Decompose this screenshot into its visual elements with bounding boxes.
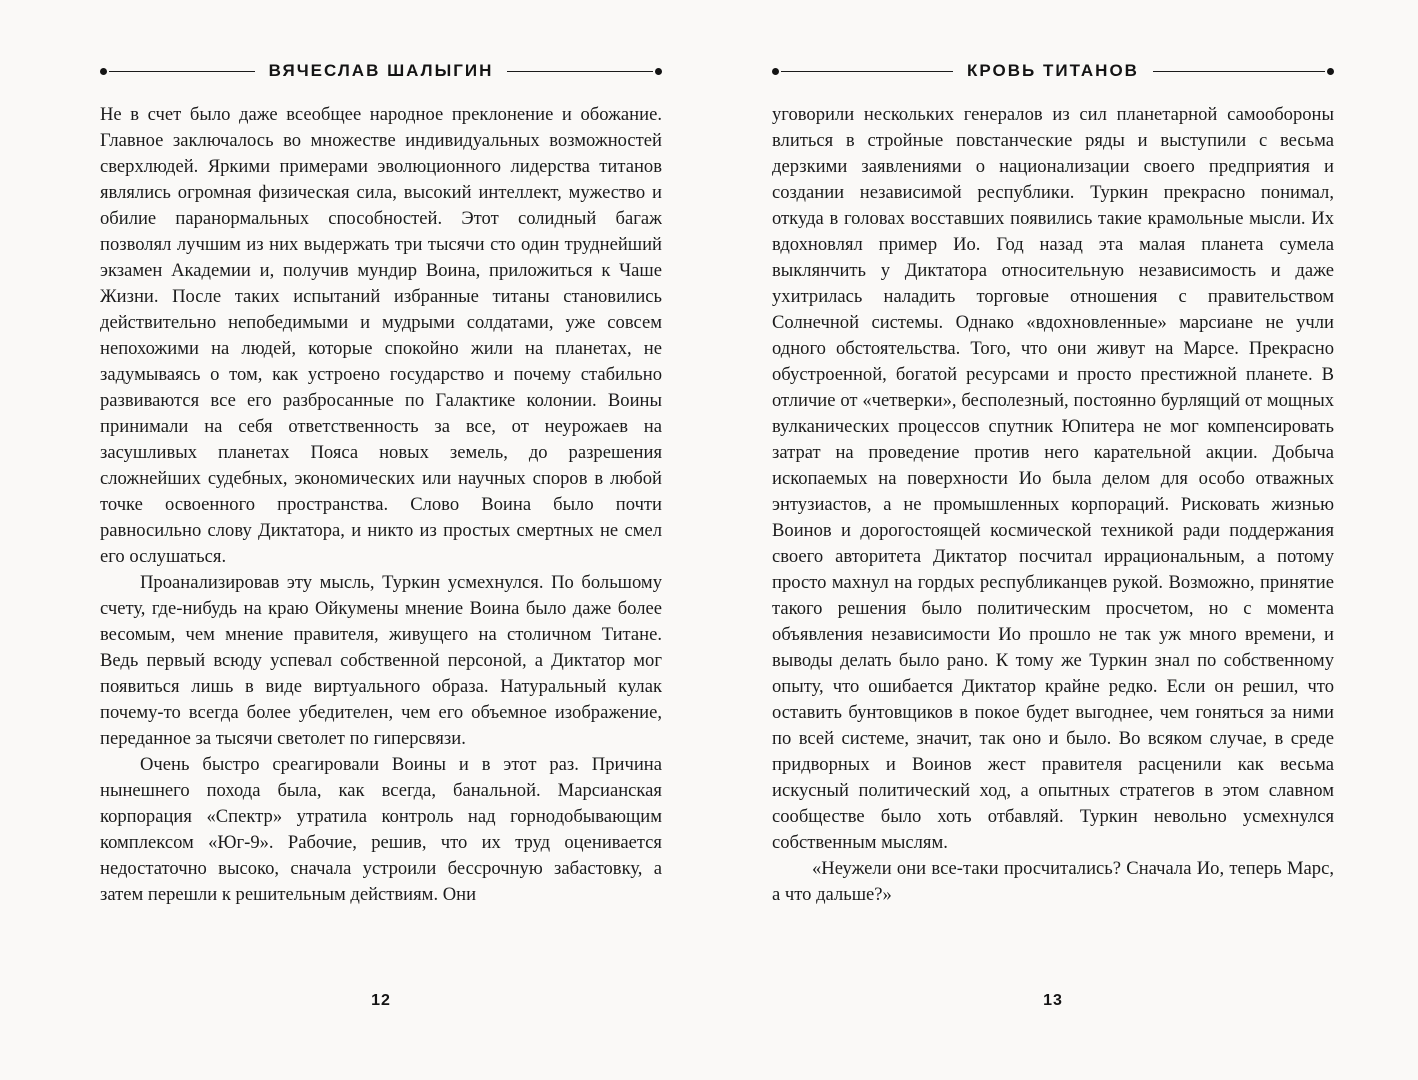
rule-line: [507, 71, 653, 72]
running-header-author: [100, 56, 662, 86]
page-number: 12: [371, 992, 391, 1009]
header-rule-right-icon: [1153, 68, 1334, 75]
rule-dot-icon: [1327, 68, 1334, 75]
running-header-text: ВЯЧЕСЛАВ ШАЛЫГИН: [268, 61, 494, 80]
paragraph: Очень быстро среагировали Воины и в этот раз. Причина нынешнего похода была, как всегда, банальной. Марсианская корпорация «Спектр» утратила контроль над горнодобывающим комплексом «Юг-9». Рабочие, решив, что их труд оценивается недостаточно высоко, сначала устроили бессрочную забастовку, а затем перешли к решительным действиям. Они: [100, 754, 662, 905]
page-body-text: [772, 102, 1334, 908]
rule-dot-icon: [772, 68, 779, 75]
paragraph: Проанализировав эту мысль, Туркин усмехнулся. По большому счету, где-нибудь на краю Ойкумены мнение Воина было даже более весомым, чем мнение правителя, живущего на столичном Титане. Ведь первый всюду успевал собственной персоной, а Диктатор мог появиться лишь в виде виртуального образа. Натуральный кулак почему-то всегда более убедителен, чем его объемное изображение, переданное за тысячи светолет по гиперсвязи.: [100, 572, 662, 749]
paragraph: «Неужели они все-таки просчитались? Сначала Ио, теперь Марс, а что дальше?»: [772, 858, 1334, 905]
running-header-text: КРОВЬ ТИТАНОВ: [967, 61, 1139, 80]
header-rule-right-icon: [507, 68, 662, 75]
rule-dot-icon: [655, 68, 662, 75]
page-right: [772, 56, 1334, 1080]
header-rule-left-icon: [100, 68, 255, 75]
page-number: 13: [1043, 992, 1063, 1009]
rule-dot-icon: [100, 68, 107, 75]
rule-line: [781, 71, 953, 72]
rule-line: [1153, 71, 1325, 72]
page-left: [100, 56, 662, 1080]
header-rule-left-icon: [772, 68, 953, 75]
running-header-title: [772, 56, 1334, 86]
rule-line: [109, 71, 255, 72]
paragraph: уговорили нескольких генералов из сил планетарной самообороны влиться в стройные повстанческие ряды и выступили с весьма дерзкими заявлениями о национализации своего предприятия и создании независимой республики. Туркин прекрасно понимал, откуда в головах восставших появились такие крамольные мысли. Их вдохновлял пример Ио. Год назад эта малая планета сумела выклянчить у Диктатора относительную независимость и даже ухитрилась наладить торговые отношения с правительством Солнечной системы. Однако «вдохновленные» марсиане не учли одного обстоятельства. Того, что они живут на Марсе. Прекрасно обустроенной, богатой ресурсами и просто престижной планете. В отличие от «четверки», бесполезный, постоянно бурлящий от мощных вулканических процессов спутник Юпитера не мог компенсировать затрат на проведение против него карательной акции. Добыча ископаемых на поверхности Ио была делом для особо отважных энтузиастов, а не промышленных корпораций. Рисковать жизнью Воинов и дорогостоящей космической техникой ради поддержания своего авторитета Диктатор посчитал иррациональным, а потому просто махнул на гордых республиканцев рукой. Возможно, принятие такого решения было политическим просчетом, но с момента объявления независимости Ио прошло не так уж много времени, и выводы делать было рано. К тому же Туркин знал по собственному опыту, что ошибается Диктатор крайне редко. Если он решил, что оставить бунтовщиков в покое будет выгоднее, чем гоняться за ними по всей системе, значит, так оно и было. Во всяком случае, в среде придворных и Воинов жест правителя расценили как весьма искусный политический ход, а опытных стратегов в этом славном сообществе было хоть отбавляй. Туркин невольно усмехнулся собственным мыслям.: [772, 104, 1334, 853]
page-body-text: [100, 102, 662, 908]
paragraph: Не в счет было даже всеобщее народное преклонение и обожание. Главное заключалось во множестве индивидуальных возможностей сверхлюдей. Яркими примерами эволюционного лидерства титанов являлись огромная физическая сила, высокий интеллект, мужество и обилие паранормальных способностей. Этот солидный багаж позволял лучшим из них выдержать три тысячи сто один труднейший экзамен Академии и, получив мундир Воина, приложиться к Чаше Жизни. После таких испытаний избранные титаны становились действительно непобедимыми и мудрыми солдатами, уже совсем непохожими на людей, которые спокойно жили на планетах, не задумываясь о том, как устроено государство и почему стабильно развиваются все его разбросанные по Галактике колонии. Воины принимали на себя ответственность за все, от неурожаев на засушливых планетах Пояса новых земель, до разрешения сложнейших судебных, экономических или научных споров в любой точке освоенного пространства. Слово Воина было почти равносильно слову Диктатора, и никто из простых смертных не смел его ослушаться.: [100, 104, 662, 567]
